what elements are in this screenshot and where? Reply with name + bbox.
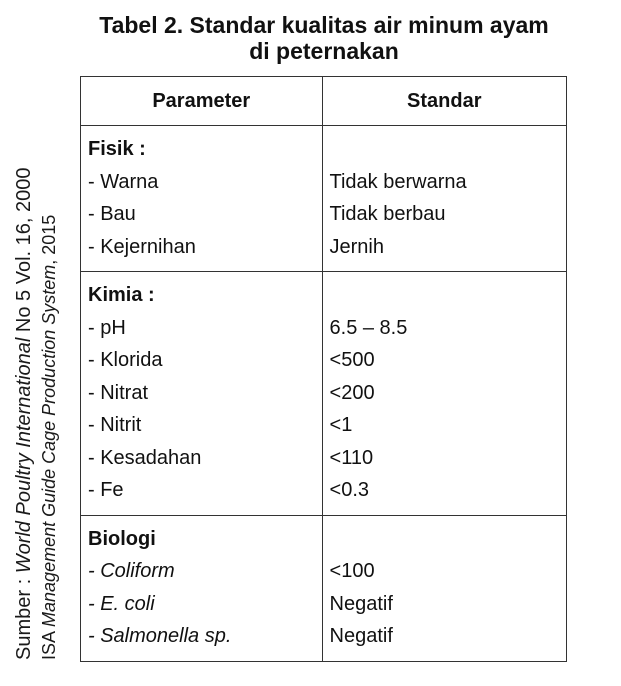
header-parameter: Parameter	[81, 77, 323, 126]
std-nitrat: <200	[329, 381, 375, 404]
param-bau: - Bau	[88, 203, 136, 225]
section-biologi	[81, 515, 567, 661]
source-line-2	[37, 60, 62, 660]
source-line-1	[12, 60, 37, 660]
title-line-2: di peternakan	[249, 38, 399, 64]
fisik-standards	[322, 126, 566, 272]
section-label: Kimia :	[88, 284, 155, 306]
header-row	[81, 77, 567, 126]
param-kejernihan: - Kejernihan	[88, 235, 196, 258]
param-warna: - Warna	[88, 170, 159, 193]
std-ph: 6.5 – 8.5	[329, 316, 408, 339]
source-guide: Management Guide Cage Production System	[39, 264, 59, 627]
param-coliform: - Coliform	[88, 560, 175, 582]
section-kimia	[81, 272, 567, 516]
source-year: , 2015	[39, 214, 59, 265]
biologi-params	[81, 515, 323, 661]
param-kesadahan: - Kesadahan	[88, 446, 202, 469]
source-prefix: Sumber :	[13, 573, 35, 660]
std-fe: <0.3	[329, 479, 369, 501]
biologi-standards	[322, 515, 566, 661]
title-line-1: Tabel 2. Standar kualitas air minum ayam	[99, 12, 549, 38]
source-org: ISA	[39, 626, 59, 660]
std-klorida: <500	[329, 349, 375, 371]
section-fisik	[81, 126, 567, 272]
param-nitrat: - Nitrat	[88, 381, 148, 404]
std-salmonella: Negatif	[329, 625, 393, 647]
std-kesadahan: <110	[329, 446, 374, 469]
param-fe: - Fe	[88, 479, 124, 501]
source-note	[12, 60, 62, 660]
header-standar: Standar	[322, 77, 566, 126]
kimia-standards	[322, 272, 566, 516]
param-salmonella: - Salmonella sp.	[88, 625, 232, 647]
std-warna: Tidak berwarna	[329, 170, 467, 193]
source-journal: World Poultry International	[13, 337, 35, 574]
std-kejernihan: Jernih	[329, 235, 384, 258]
table-title	[0, 12, 621, 64]
std-e-coli: Negatif	[329, 592, 393, 615]
standards-table	[80, 76, 567, 662]
param-e-coli: - E. coli	[88, 592, 155, 615]
section-label: Fisik :	[88, 138, 146, 160]
param-nitrit: - Nitrit	[88, 414, 142, 436]
source-journal-details: No 5 Vol. 16, 2000	[13, 167, 35, 338]
std-coliform: <100	[329, 560, 375, 582]
param-klorida: - Klorida	[88, 349, 163, 371]
std-nitrit: <1	[329, 414, 353, 436]
section-label: Biologi	[88, 527, 156, 550]
kimia-params	[81, 272, 323, 516]
fisik-params	[81, 126, 323, 272]
std-bau: Tidak berbau	[329, 203, 446, 225]
param-ph: - pH	[88, 316, 126, 339]
